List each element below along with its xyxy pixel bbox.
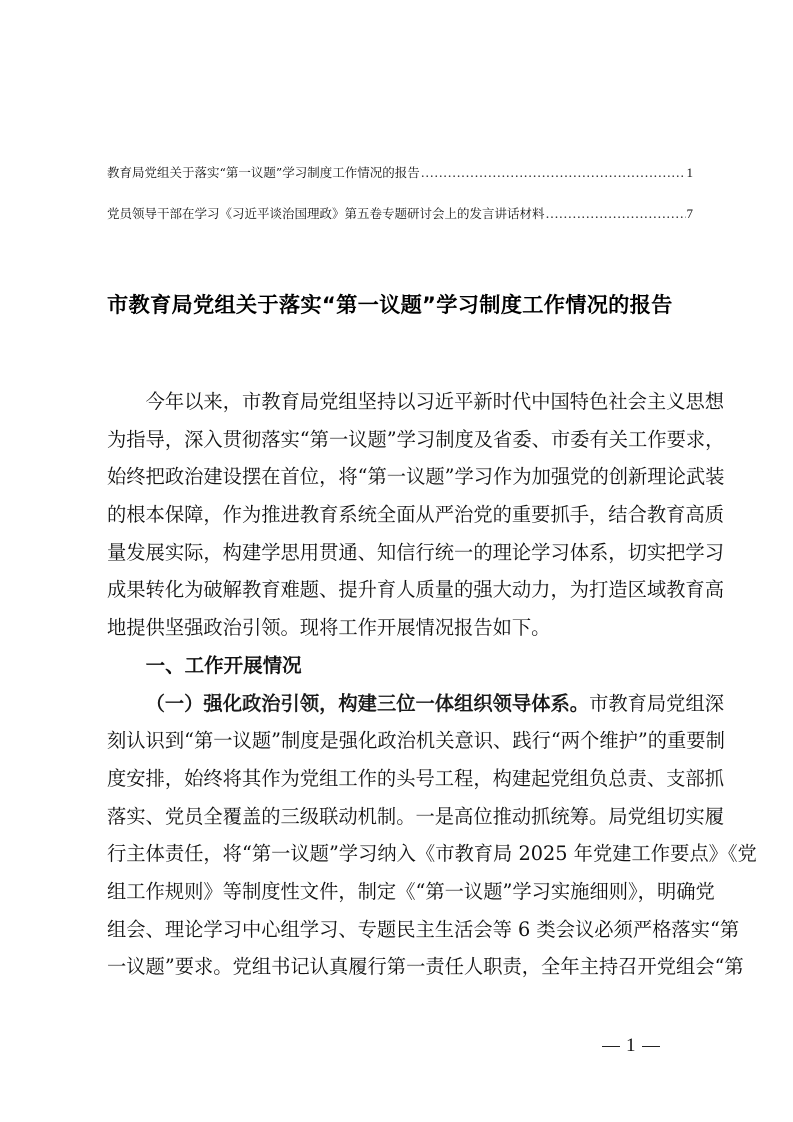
toc-entry-page: 7 — [686, 206, 693, 221]
body-line: 的根本保障，作为推进教育系统全面从严治党的重要抓手，结合教育高质 — [107, 503, 724, 527]
body-line: 今年以来，市教育局党组坚持以习近平新时代中国特色社会主义思想 — [145, 390, 725, 413]
table-of-contents — [107, 163, 693, 245]
body-line: 度安排，始终将其作为党组工作的头号工程，构建起党组负总责、支部抓 — [107, 766, 724, 790]
toc-entry[interactable] — [107, 163, 693, 183]
body-line: 行主体责任，将“第一议题”学习纳入《市教育局 2025 年党建工作要点》《党 — [107, 842, 757, 866]
subsection-first-line-rest: 市教育局党组深 — [589, 691, 725, 715]
body-line: 始终把政治建设摆在首位，将“第一议题”学习作为加强党的创新理论武装 — [107, 465, 725, 489]
toc-entry-label: 教育局党组关于落实“第一议题”学习制度工作情况的报告 — [107, 165, 420, 180]
page-number-footer — [596, 1035, 666, 1057]
body-line: 为指导，深入贯彻落实“第一议题”学习制度及省委、市委有关工作要求， — [107, 427, 725, 451]
toc-dot-leader — [421, 165, 686, 180]
subsection-first-line — [107, 685, 725, 723]
body-line: 成果转化为破解教育难题、提升育人质量的强大动力，为打造区域教育高 — [107, 578, 724, 602]
section-heading: 一、工作开展情况 — [145, 653, 302, 677]
document-title: 市教育局党组关于落实“第一议题”学习制度工作情况的报告 — [107, 292, 673, 317]
body-line: 一议题”要求。党组书记认真履行第一责任人职责，全年主持召开党组会“第 — [107, 955, 744, 979]
page-number: 1 — [626, 1035, 636, 1056]
document-body — [107, 383, 757, 986]
toc-entry-label: 党员领导干部在学习《习近平谈治国理政》第五卷专题研讨会上的发言讲话材料 — [107, 206, 545, 221]
toc-entry[interactable] — [107, 204, 693, 224]
body-line: 组工作规则》等制度性文件，制定《“第一议题”学习实施细则》，明确党 — [107, 879, 715, 903]
body-line: 量发展实际，构建学思用贯通、知信行统一的理论学习体系，切实把学习 — [107, 540, 724, 564]
subsection-heading: （一）强化政治引领，构建三位一体组织领导体系。 — [145, 691, 590, 715]
intro-paragraph — [107, 383, 725, 647]
em-dash-left — [602, 1046, 620, 1047]
em-dash-right — [642, 1046, 660, 1047]
toc-dot-leader — [546, 206, 686, 221]
body-line: 组会、理论学习中心组学习、专题民主生活会等 6 类会议必须严格落实“第 — [107, 917, 740, 941]
subsection-paragraph — [107, 685, 757, 987]
body-line: 落实、党员全覆盖的三级联动机制。一是高位推动抓统筹。局党组切实履 — [107, 804, 724, 828]
body-line: 刻认识到“第一议题”制度是强化政治机关意识、践行“两个维护”的重要制 — [107, 729, 725, 753]
body-line: 地提供坚强政治引领。现将工作开展情况报告如下。 — [107, 616, 551, 640]
toc-entry-page: 1 — [686, 165, 693, 180]
